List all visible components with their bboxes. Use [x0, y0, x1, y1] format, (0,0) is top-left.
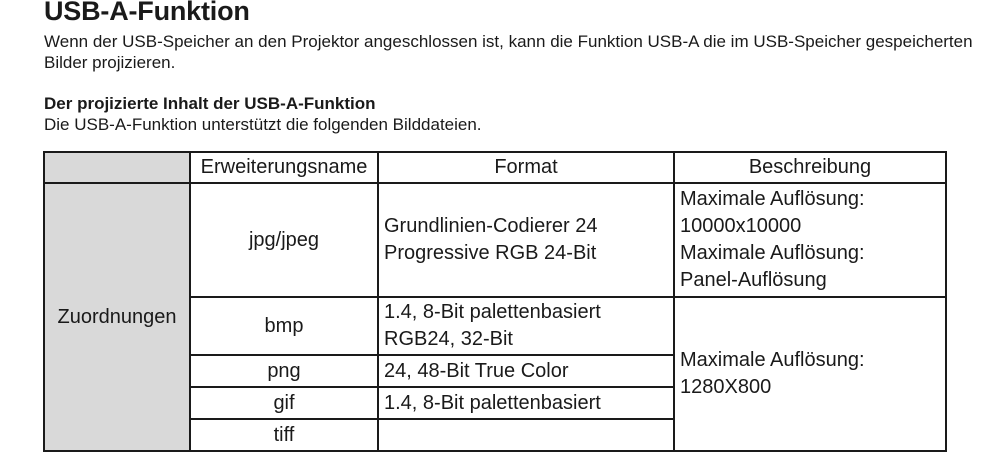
section-text: Die USB-A-Funktion unterstützt die folgenden Bilddateien.	[44, 115, 482, 134]
section-heading: Der projizierte Inhalt der USB-A-Funktion	[44, 94, 376, 113]
cell-extension-tiff: tiff	[190, 419, 378, 451]
table-header-row	[44, 152, 946, 183]
format-line: 24, 48-Bit True Color	[384, 359, 569, 382]
format-line: Progressive RGB 24-Bit	[384, 242, 597, 264]
intro-paragraph: Wenn der USB-Speicher an den Projektor angeschlossen ist, kann die Funktion USB-A die im USB-Speicher gespeicherten Bilder projizieren.	[44, 32, 973, 72]
cell-extension-bmp: bmp	[190, 297, 378, 355]
cell-extension-jpg: jpg/jpeg	[190, 183, 378, 297]
file-format-table	[43, 151, 947, 452]
cell-description-jpg	[674, 183, 946, 297]
cell-format-gif	[378, 387, 674, 419]
cell-format-png	[378, 355, 674, 387]
page-title: USB-A-Funktion	[44, 0, 250, 26]
description-line: Maximale Auflösung:	[680, 349, 865, 371]
cell-format-jpg	[378, 183, 674, 297]
description-line: Maximale Auflösung:	[680, 188, 865, 210]
header-format: Format	[378, 152, 674, 183]
table-row-jpg	[44, 183, 946, 297]
header-extension: Erweiterungsname	[190, 152, 378, 183]
format-line: Grundlinien-Codierer 24	[384, 215, 598, 237]
cell-description-shared	[674, 297, 946, 451]
table-corner-cell	[44, 152, 190, 183]
cell-extension-gif: gif	[190, 387, 378, 419]
description-line: 10000x10000	[680, 215, 802, 237]
cell-format-bmp	[378, 297, 674, 355]
cell-extension-png: png	[190, 355, 378, 387]
description-line: Panel-Auflösung	[680, 269, 827, 291]
description-line: Maximale Auflösung:	[680, 242, 865, 264]
format-line: 1.4, 8-Bit palettenbasiert	[384, 391, 601, 414]
header-description: Beschreibung	[674, 152, 946, 183]
cell-format-tiff	[378, 419, 674, 451]
format-line: RGB24, 32-Bit	[384, 328, 513, 350]
row-label-zuordnungen: Zuordnungen	[44, 183, 190, 451]
format-line: 1.4, 8-Bit palettenbasiert	[384, 301, 601, 323]
description-line: 1280X800	[680, 376, 772, 398]
